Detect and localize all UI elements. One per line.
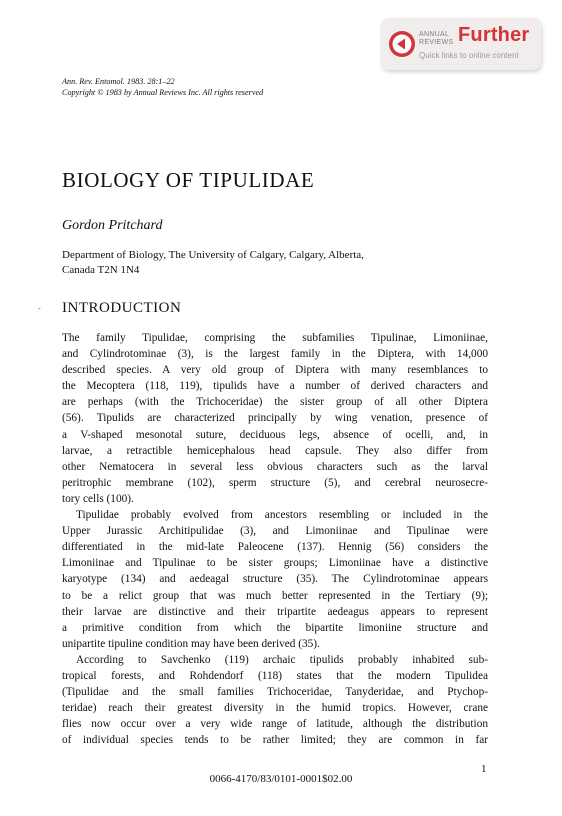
body-line: tropical forests, and Rohdendorf (118) states that the modern Tipulidea <box>62 669 488 682</box>
body-text <box>62 330 488 748</box>
article-title: BIOLOGY OF TIPULIDAE <box>62 168 315 192</box>
body-line: flies now occur over a very wide range of latitude, although the distribution <box>62 718 488 731</box>
article-code: 0066-4170/83/0101-0001$02.00 <box>209 773 353 785</box>
copyright-notice: Copyright © 1983 by Annual Reviews Inc. All rights reserved <box>62 88 264 97</box>
journal-citation: Ann. Rev. Entomol. 1983. 28:1–22 <box>62 77 175 86</box>
body-line: differentiated in the mid-late Paleocene (137). Hennig (56) considers the <box>62 541 488 554</box>
author-affiliation <box>62 248 364 277</box>
brand-annual-text: ANNUAL <box>419 31 450 38</box>
margin-mark: - <box>38 304 41 313</box>
affiliation-line: Department of Biology, The University of Calgary, Calgary, Alberta, <box>62 249 364 261</box>
body-line: (56). Tipulids are characterized principally by wing venation, presence of <box>62 412 488 425</box>
body-line: (Tipulidae and the small families Trichoceridae, Tanyderidae, and Ptychop- <box>62 686 488 699</box>
body-line: teridae) reach their greatest diversity in the humid tropics. However, crane <box>62 702 488 715</box>
body-line: The family Tipulidae, comprising the subfamilies Tipulinae, Limoniinae, <box>62 332 488 344</box>
affiliation-line: Canada T2N 1N4 <box>62 263 140 276</box>
body-line: peritrophic membrane (102), sperm structure (5), and cerebral neurosecre- <box>62 476 488 489</box>
body-line: to be a relict group that was much better represented in the Tertiary (9); <box>62 589 488 602</box>
page-number: 1 <box>481 763 487 775</box>
body-line: karyotype (134) and aedeagal structure (35). The Cylindrotominae appears <box>62 573 488 586</box>
article-author: Gordon Pritchard <box>62 218 163 233</box>
body-line: the Mecoptera (118, 119), tipulids have a number of derived characters and <box>62 380 488 393</box>
body-line: Limoniinae and Tipulinae to be sister groups; Limoniinae have a distinctive <box>62 557 488 570</box>
body-line: larvae, a retractible hemicephalous head capsule. They also differ from <box>62 444 488 457</box>
body-line: described species. A very old group of Diptera with many resemblances to <box>62 364 488 377</box>
body-line: and Cylindrotominae (3), is the largest family in the Diptera, with 14,000 <box>62 348 488 361</box>
body-line: their larvae are distinctive and their tripartite aedeagus appears to represent <box>62 605 488 618</box>
body-line: other Nematocera in several less obvious characters such as the larval <box>62 460 488 473</box>
body-line: unipartite tipuline condition may have been derived (35). <box>62 637 320 650</box>
further-label: Further <box>458 24 530 46</box>
section-heading: INTRODUCTION <box>62 300 182 316</box>
play-logo-icon <box>388 30 416 58</box>
body-line: tory cells (100). <box>62 492 134 505</box>
body-line: of individual species tends to be rather limited; they are common in far <box>62 734 488 747</box>
body-line: Tipulidae probably evolved from ancestors resembling or included in the <box>76 509 488 522</box>
body-line: According to Savchenko (119) archaic tipulids probably inhabited sub- <box>76 653 488 666</box>
further-banner[interactable] <box>381 18 541 70</box>
body-line: a primitive condition from which the bipartite limoniine structure and <box>62 621 488 634</box>
body-line: Upper Jurassic Architipulidae (3), and Limoniinae and Tipulinae were <box>62 525 488 538</box>
quick-links-text: Quick links to online content <box>419 51 519 60</box>
body-line: are perhaps (with the Trichoceridae) the sister group of all other Diptera <box>62 396 488 409</box>
body-line: a V-shaped mesonotal suture, deciduous legs, absence of ocelli, and, in <box>62 428 488 441</box>
brand-reviews-text: REVIEWS <box>419 39 454 46</box>
